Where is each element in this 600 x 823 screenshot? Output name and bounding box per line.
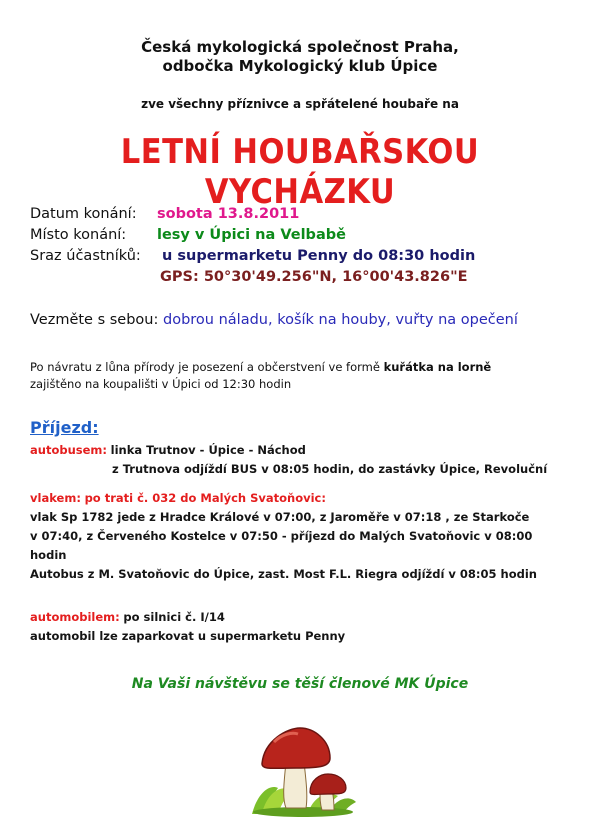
car-line-1	[30, 608, 345, 627]
transport-bus	[30, 441, 547, 479]
car-route: po silnici č. I/14	[123, 610, 225, 624]
arrival-heading: Příjezd:	[30, 418, 99, 437]
car-label: automobilem:	[30, 610, 120, 624]
train-line-2: v 07:40, z Červeného Kostelce v 07:50 - příjezd do Malých Svatoňovic v 08:00	[30, 529, 533, 543]
meet-value: u supermarketu Penny do 08:30 hodin	[162, 248, 476, 264]
return-line-2: zajištěno na koupališti v Úpici od 12:30 hodin	[30, 377, 292, 391]
bus-route: linka Trutnov - Úpice - Náchod	[110, 443, 306, 457]
bring-items: dobrou náladu, košík na houby, vuřty na opečení	[163, 312, 518, 328]
bus-line-1	[30, 441, 547, 460]
org-line-2: odbočka Mykologický klub Úpice	[162, 57, 438, 75]
train-line-1: vlak Sp 1782 jede z Hradce Králové v 07:00, z Jaroměře v 07:18 , ze Starkoče	[30, 510, 530, 524]
bus-label: autobusem:	[30, 443, 107, 457]
closing-line: Na Vaši návštěvu se těší členové MK Úpice	[131, 676, 469, 692]
train-line-3: hodin	[30, 548, 67, 562]
bus-detail: z Trutnova odjíždí BUS v 08:05 hodin, do zastávky Úpice, Revoluční	[112, 462, 548, 476]
invite-line: zve všechny příznivce a spřátelené houbaře na	[141, 97, 459, 111]
event-details	[30, 204, 475, 288]
return-line-1	[30, 359, 491, 376]
train-label: vlakem:	[30, 491, 81, 505]
return-info	[30, 359, 491, 393]
train-line-4: Autobus z M. Svatoňovic do Úpice, zast. Most F.L. Riegra odjíždí v 08:05 hodin	[30, 567, 537, 581]
organization-header	[0, 38, 600, 76]
gps-row	[30, 267, 475, 288]
mushroom-illustration	[248, 722, 358, 817]
meet-label: Sraz účastníků:	[30, 248, 141, 264]
return-food: kuřátka na lorně	[383, 360, 492, 374]
event-title: LETNÍ HOUBAŘSKOU VYCHÁZKU	[120, 132, 480, 212]
place-value: lesy v Úpici na Velbabě	[157, 227, 346, 243]
train-route: po trati č. 032 do Malých Svatoňovic:	[84, 491, 326, 505]
date-value: sobota 13.8.2011	[157, 206, 300, 222]
org-line-1: Česká mykologická společnost Praha,	[141, 38, 459, 56]
date-label: Datum konání:	[30, 206, 137, 222]
car-detail: automobil lze zaparkovat u supermarketu Penny	[30, 629, 346, 643]
bring-label: Vezměte s sebou:	[30, 312, 159, 328]
train-line-0	[30, 489, 537, 508]
bring-along	[30, 312, 518, 328]
meet-row	[30, 246, 475, 267]
transport-train	[30, 489, 537, 584]
gps-coordinates: GPS: 50°30'49.256"N, 16°00'43.826"E	[160, 269, 468, 285]
return-text: Po návratu z lůna přírody je posezení a občerstvení ve formě	[30, 360, 380, 374]
place-row	[30, 225, 475, 246]
transport-car	[30, 608, 345, 646]
date-row	[30, 204, 475, 225]
place-label: Místo konání:	[30, 227, 127, 243]
